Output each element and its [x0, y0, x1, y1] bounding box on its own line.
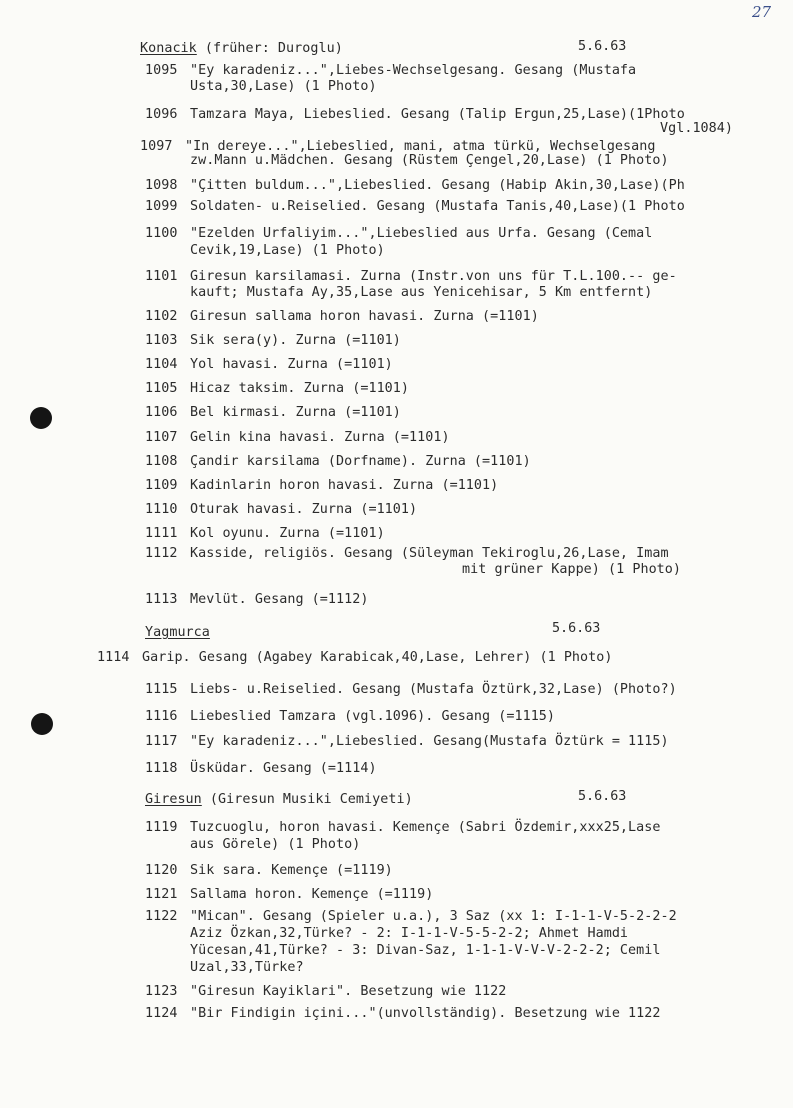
entry-1108: 1108 Çandir karsilama (Dorfname). Zurna (=1101)	[145, 454, 531, 469]
entry-continuation: mit grüner Kappe) (1 Photo)	[462, 562, 682, 577]
punch-hole	[30, 407, 52, 429]
entry-1110: 1110 Oturak havasi. Zurna (=1101)	[145, 502, 418, 517]
entry-continuation: Usta,30,Lase) (1 Photo)	[190, 79, 377, 94]
entry-continuation: aus Görele) (1 Photo)	[190, 837, 361, 852]
entry-1095: 1095 "Ey karadeniz...",Liebes-Wechselgesang. Gesang (Mustafa	[145, 63, 637, 78]
entry-continuation: zw.Mann u.Mädchen. Gesang (Rüstem Çengel,20,Lase) (1 Photo)	[190, 153, 669, 168]
entry-1120: 1120 Sik sara. Kemençe (=1119)	[145, 863, 393, 878]
entry-1104: 1104 Yol havasi. Zurna (=1101)	[145, 357, 393, 372]
section-heading-note: (Giresun Musiki Cemiyeti)	[201, 792, 413, 807]
section-heading: Konacik	[140, 41, 197, 56]
entry-1105: 1105 Hicaz taksim. Zurna (=1101)	[145, 381, 410, 396]
entry-1116: 1116 Liebeslied Tamzara (vgl.1096). Gesang (=1115)	[145, 709, 556, 724]
section-heading-note: (früher: Duroglu)	[196, 41, 343, 56]
section-header-konacik	[140, 40, 343, 57]
entry-1109: 1109 Kadinlarin horon havasi. Zurna (=1101)	[145, 478, 499, 493]
section-heading: Giresun	[145, 792, 202, 807]
entry-continuation: Yücesan,41,Türke? - 3: Divan-Saz, 1-1-1-V-V-V-2-2-2; Cemil	[190, 943, 661, 958]
section-header-giresun	[145, 791, 413, 808]
entry-continuation: Aziz Özkan,32,Türke? - 2: I-1-1-V-5-5-2-2; Ahmet Hamdi	[190, 926, 629, 941]
entry-1102: 1102 Giresun sallama horon havasi. Zurna (=1101)	[145, 309, 539, 324]
entry-1121: 1121 Sallama horon. Kemençe (=1119)	[145, 887, 434, 902]
entry-1115: 1115 Liebs- u.Reiselied. Gesang (Mustafa Öztürk,32,Lase) (Photo?)	[145, 682, 677, 697]
entry-1111: 1111 Kol oyunu. Zurna (=1101)	[145, 526, 385, 541]
entry-1113: 1113 Mevlüt. Gesang (=1112)	[145, 592, 369, 607]
entry-1123: 1123 "Giresun Kayiklari". Besetzung wie 1122	[145, 984, 507, 999]
section-heading: Yagmurca	[145, 625, 210, 640]
entry-1124: 1124 "Bir Findigin içini..."(unvollständig). Besetzung wie 1122	[145, 1006, 661, 1021]
entry-1118: 1118 Üsküdar. Gesang (=1114)	[145, 761, 377, 776]
entry-1114: 1114 Garip. Gesang (Agabey Karabicak,40,Lase, Lehrer) (1 Photo)	[97, 650, 613, 665]
entry-1117: 1117 "Ey karadeniz...",Liebeslied. Gesang(Mustafa Öztürk = 1115)	[145, 734, 669, 749]
section-header-yagmurca	[145, 624, 210, 641]
entry-continuation: kauft; Mustafa Ay,35,Lase aus Yenicehisar, 5 Km entfernt)	[190, 285, 653, 300]
entry-continuation: Cevik,19,Lase) (1 Photo)	[190, 243, 385, 258]
entry-1097: 1097 "In dereye...",Liebeslied, mani, atma türkü, Wechselgesang	[140, 139, 656, 154]
page-number: 27	[752, 3, 772, 21]
section-date: 5.6.63	[578, 789, 627, 804]
entry-continuation: Vgl.1084)	[660, 121, 734, 136]
entry-1103: 1103 Sik sera(y). Zurna (=1101)	[145, 333, 401, 348]
entry-1107: 1107 Gelin kina havasi. Zurna (=1101)	[145, 430, 450, 445]
entry-1122: 1122 "Mican". Gesang (Spieler u.a.), 3 Saz (xx 1: I-1-1-V-5-2-2-2	[145, 909, 677, 924]
entry-1096: 1096 Tamzara Maya, Liebeslied. Gesang (Talip Ergun,25,Lase)(1Photo	[145, 107, 685, 122]
entry-continuation: Uzal,33,Türke?	[190, 960, 304, 975]
entry-1112: 1112 Kasside, religiös. Gesang (Süleyman Tekiroglu,26,Lase, Imam	[145, 546, 669, 561]
entry-1098: 1098 "Çitten buldum...",Liebeslied. Gesang (Habip Akin,30,Lase)(Ph	[145, 178, 685, 193]
section-date: 5.6.63	[578, 39, 627, 54]
section-date: 5.6.63	[552, 621, 601, 636]
entry-1106: 1106 Bel kirmasi. Zurna (=1101)	[145, 405, 401, 420]
punch-hole	[31, 713, 53, 735]
entry-1119: 1119 Tuzcuoglu, horon havasi. Kemençe (Sabri Özdemir,xxx25,Lase	[145, 820, 661, 835]
entry-1099: 1099 Soldaten- u.Reiselied. Gesang (Mustafa Tanis,40,Lase)(1 Photo	[145, 199, 685, 214]
entry-1100: 1100 "Ezelden Urfaliyim...",Liebeslied aus Urfa. Gesang (Cemal	[145, 226, 653, 241]
entry-1101: 1101 Giresun karsilamasi. Zurna (Instr.von uns für T.L.100.-- ge-	[145, 269, 677, 284]
